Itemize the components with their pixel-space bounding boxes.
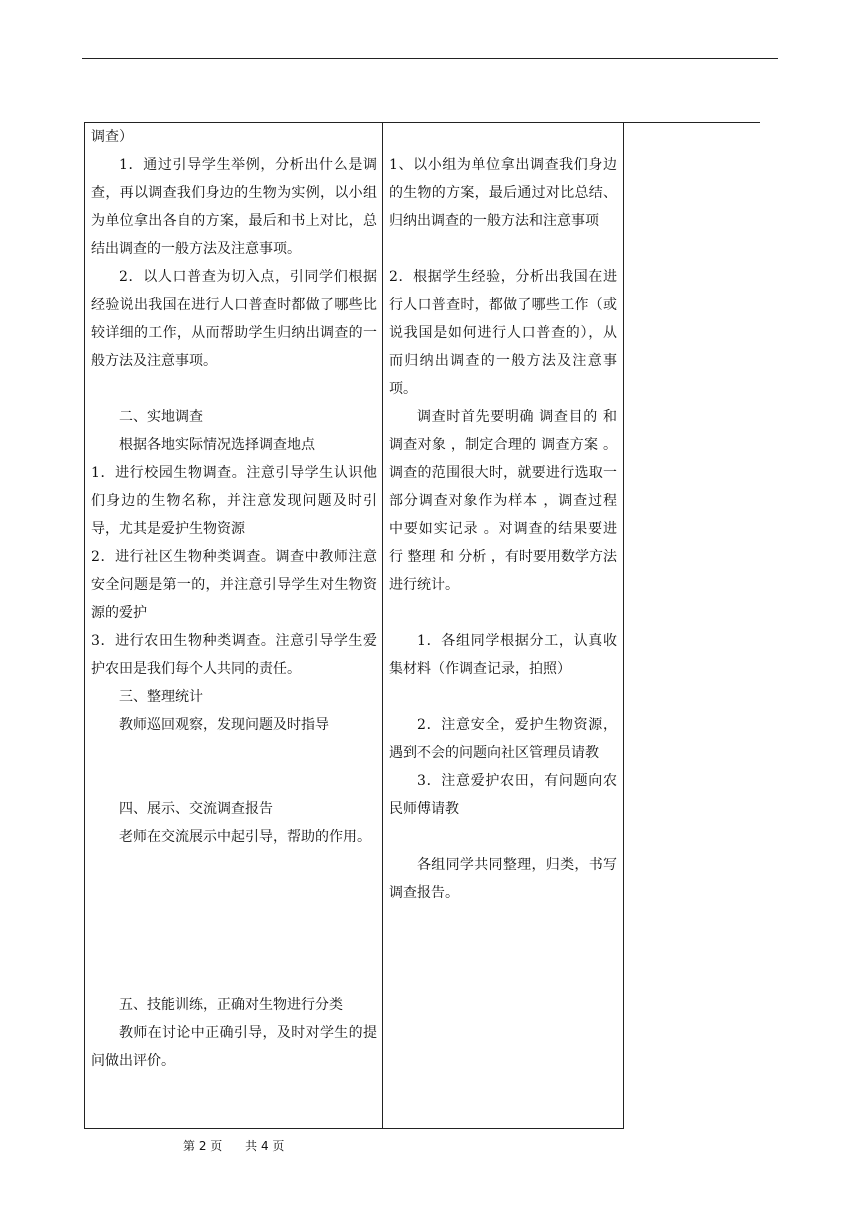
left-para-12: 老师在交流展示中起引导，帮助的作用。 [119, 829, 371, 845]
table-extension-line [624, 122, 760, 123]
left-para-8: 3．进行农田生物种类调查。注意引导学生爱护农田是我们每个人共同的责任。 [91, 633, 377, 677]
left-section-3-title: 三、整理统计 [119, 689, 203, 705]
teacher-activity-column [91, 123, 377, 1075]
left-section-4-title: 四、展示、交流调查报告 [119, 801, 273, 817]
header-rule [82, 58, 778, 59]
lesson-table [84, 122, 624, 1129]
left-para-7: 2．进行社区生物种类调查。调查中教师注意安全问题是第一的，并注意引导学生对生物资源的爱护 [91, 549, 377, 621]
student-activity-column [389, 123, 617, 907]
left-para-3: 2．以人口普查为切入点，引同学们根据经验说出我国在进行人口普查时都做了哪些比较详细的工作，从而帮助学生归纳出调查的一般方法及注意事项。 [91, 269, 377, 369]
left-para-6: 1．进行校园生物调查。注意引导学生认识他们身边的生物名称，并注意发现问题及时引导，尤其是爱护生物资源 [91, 465, 377, 537]
left-para-10: 教师巡回观察，发现问题及时指导 [119, 717, 329, 733]
column-divider [382, 123, 383, 1128]
right-para-5: 2．注意安全，爱护生物资源，遇到不会的问题向社区管理员请教 [389, 717, 617, 761]
left-section-5-title: 五、技能训练，正确对生物进行分类 [119, 997, 343, 1013]
right-para-3: 调查时首先要明确 调查目的 和 调查对象 ，制定合理的 调查方案 。调查的范围很大时，就要进行选取一部分调查对象作为样本 ，调查过程中要如实记录 。对调查的结果要进行 整理 和 分析 ，有时要用数学方法进行统计。 [389, 409, 617, 593]
left-section-2-title: 二、实地调查 [119, 409, 203, 425]
page-footer [183, 1137, 284, 1154]
right-para-2: 2．根据学生经验，分析出我国在进行人口普查时，都做了哪些工作（或说我国是如何进行人口普查的），从而归纳出调查的一般方法及注意事项。 [389, 269, 617, 397]
right-para-1: 1、以小组为单位拿出调查我们身边的生物的方案，最后通过对比总结、归纳出调查的一般方法和注意事项 [389, 157, 617, 229]
page-number: 第 2 页 [183, 1139, 223, 1153]
right-para-4: 1．各组同学根据分工，认真收集材料（作调查记录，拍照） [389, 633, 617, 677]
right-para-7: 各组同学共同整理，归类，书写调查报告。 [389, 857, 617, 901]
left-para-2: 1．通过引导学生举例，分析出什么是调查，再以调查我们身边的生物为实例，以小组为单位拿出各自的方案，最后和书上对比，总结出调查的一般方法及注意事项。 [91, 157, 377, 257]
left-para-14: 教师在讨论中正确引导，及时对学生的提问做出评价。 [91, 1025, 377, 1069]
page-total: 共 4 页 [245, 1139, 285, 1153]
left-para-5: 根据各地实际情况选择调查地点 [119, 437, 315, 453]
left-para-1: 调查） [91, 129, 133, 145]
right-para-6: 3．注意爱护农田，有问题向农民师傅请教 [389, 773, 617, 817]
